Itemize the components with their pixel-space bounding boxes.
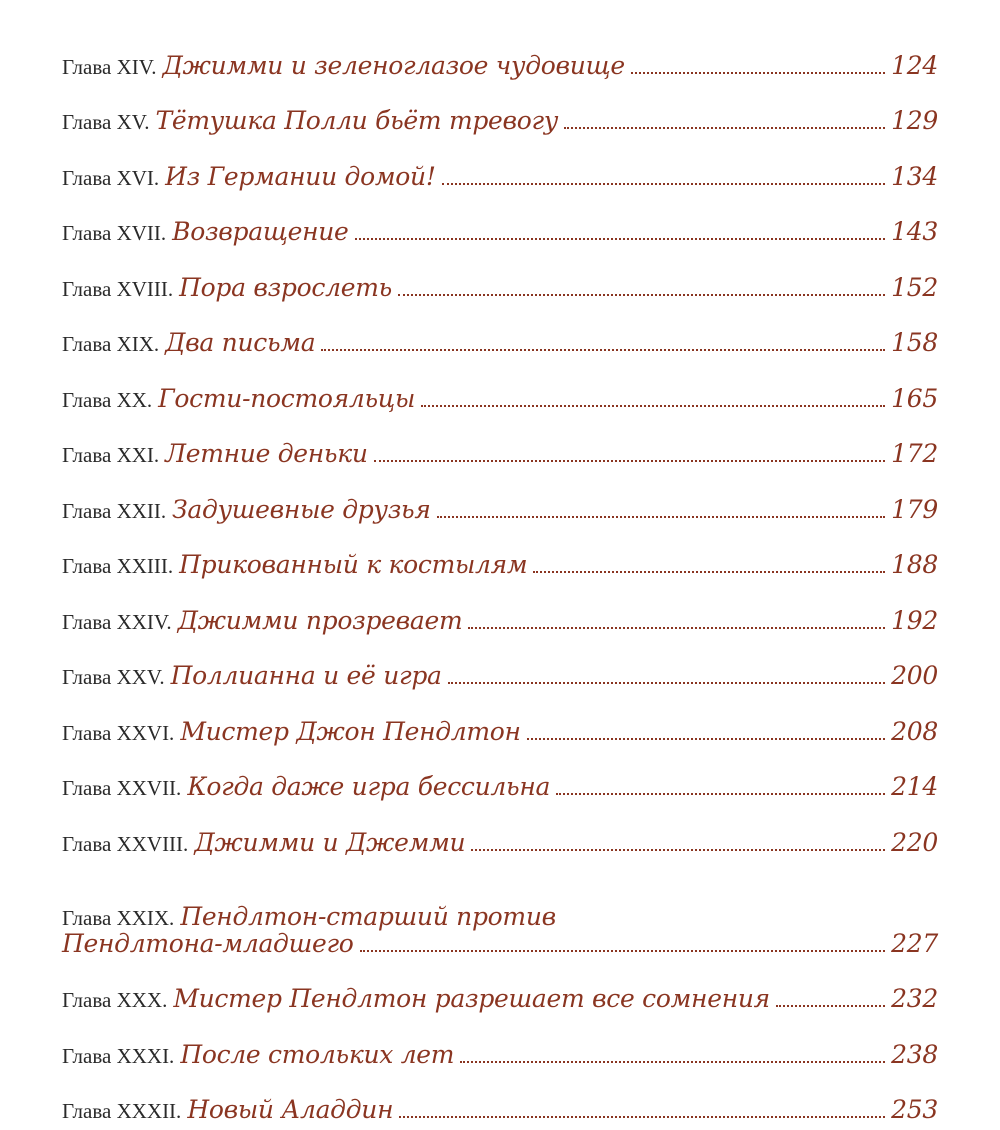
toc-entry bbox=[62, 863, 938, 964]
dot-leader bbox=[355, 238, 886, 240]
page-number: 238 bbox=[891, 1042, 938, 1067]
dot-leader bbox=[448, 682, 886, 684]
chapter-title: Прикованный к костылям bbox=[179, 552, 527, 577]
page-number: 227 bbox=[891, 931, 938, 956]
chapter-title: Гости-постояльцы bbox=[158, 386, 415, 411]
dot-leader bbox=[776, 1005, 885, 1007]
chapter-label: Глава XXVIII. bbox=[62, 834, 188, 855]
toc-entry bbox=[62, 363, 938, 419]
chapter-label: Глава XV. bbox=[62, 112, 149, 133]
chapter-label: Глава XXV. bbox=[62, 667, 165, 688]
table-of-contents bbox=[62, 30, 938, 1130]
dot-leader bbox=[360, 950, 886, 952]
toc-entry bbox=[62, 252, 938, 308]
page-number: 129 bbox=[891, 108, 938, 133]
page-number: 165 bbox=[891, 386, 938, 411]
page-number: 124 bbox=[891, 53, 938, 78]
dot-leader bbox=[321, 349, 885, 351]
chapter-title: Тётушка Полли бьёт тревогу bbox=[155, 108, 558, 133]
chapter-title: Два письма bbox=[165, 330, 315, 355]
chapter-title: Из Германии домой! bbox=[165, 164, 435, 189]
toc-entry bbox=[62, 807, 938, 863]
toc-entry bbox=[62, 585, 938, 641]
dot-leader bbox=[437, 516, 886, 518]
chapter-label: Глава XXXII. bbox=[62, 1101, 181, 1122]
chapter-label: Глава XVI. bbox=[62, 168, 159, 189]
chapter-title: Пора взрослеть bbox=[179, 275, 392, 300]
toc-entry bbox=[62, 752, 938, 808]
chapter-title: Новый Аладдин bbox=[187, 1097, 393, 1122]
chapter-label: Глава XXX. bbox=[62, 990, 167, 1011]
page-number: 134 bbox=[891, 164, 938, 189]
toc-entry bbox=[62, 1019, 938, 1075]
chapter-label: Глава XXXI. bbox=[62, 1046, 174, 1067]
page-number: 158 bbox=[891, 330, 938, 355]
chapter-title: Летние деньки bbox=[165, 441, 368, 466]
dot-leader bbox=[442, 183, 886, 185]
page-number: 179 bbox=[891, 497, 938, 522]
dot-leader bbox=[468, 627, 885, 629]
page-number: 188 bbox=[891, 552, 938, 577]
chapter-label: Глава XXII. bbox=[62, 501, 166, 522]
chapter-title: Когда даже игра бессильна bbox=[187, 774, 550, 799]
toc-entry bbox=[62, 308, 938, 364]
chapter-title: Джимми и зеленоглазое чудовище bbox=[162, 53, 624, 78]
page-number: 143 bbox=[891, 219, 938, 244]
dot-leader bbox=[631, 72, 885, 74]
page-number: 172 bbox=[891, 441, 938, 466]
chapter-title: Возвращение bbox=[172, 219, 348, 244]
toc-entry bbox=[62, 474, 938, 530]
chapter-label: Глава XXIX. bbox=[62, 908, 174, 929]
dot-leader bbox=[527, 738, 885, 740]
chapter-title: Джимми прозревает bbox=[178, 608, 463, 633]
chapter-label: Глава XXIV. bbox=[62, 612, 172, 633]
dot-leader bbox=[374, 460, 885, 462]
chapter-label: Глава XVII. bbox=[62, 223, 166, 244]
chapter-label: Глава XIX. bbox=[62, 334, 159, 355]
chapter-label: Глава XXI. bbox=[62, 445, 159, 466]
chapter-title: Задушевные друзья bbox=[172, 497, 430, 522]
chapter-label: Глава XVIII. bbox=[62, 279, 173, 300]
toc-entry bbox=[62, 141, 938, 197]
toc-entry bbox=[62, 641, 938, 697]
toc-entry bbox=[62, 197, 938, 253]
toc-entry bbox=[62, 1075, 938, 1130]
chapter-label: Глава XIV. bbox=[62, 57, 156, 78]
chapter-label: Глава XXVI. bbox=[62, 723, 174, 744]
chapter-label: Глава XXIII. bbox=[62, 556, 173, 577]
page-number: 208 bbox=[891, 719, 938, 744]
chapter-title: Мистер Джон Пендлтон bbox=[180, 719, 520, 744]
page-number: 232 bbox=[891, 986, 938, 1011]
dot-leader bbox=[556, 793, 885, 795]
toc-entry bbox=[62, 419, 938, 475]
toc-entry bbox=[62, 530, 938, 586]
chapter-label: Глава XX. bbox=[62, 390, 152, 411]
page-number: 253 bbox=[891, 1097, 938, 1122]
page-number: 192 bbox=[891, 608, 938, 633]
chapter-title: Джимми и Джемми bbox=[194, 830, 465, 855]
dot-leader bbox=[460, 1061, 885, 1063]
toc-entry bbox=[62, 696, 938, 752]
page-number: 214 bbox=[891, 774, 938, 799]
dot-leader bbox=[471, 849, 885, 851]
chapter-title: Мистер Пендлтон разрешает все сомнения bbox=[173, 986, 770, 1011]
chapter-title-continued: Пендлтона-младшего bbox=[62, 931, 354, 956]
chapter-title: После стольких лет bbox=[180, 1042, 454, 1067]
dot-leader bbox=[564, 127, 885, 129]
toc-entry bbox=[62, 86, 938, 142]
page-number: 200 bbox=[891, 663, 938, 688]
dot-leader bbox=[421, 405, 885, 407]
dot-leader bbox=[533, 571, 885, 573]
toc-entry bbox=[62, 30, 938, 86]
page-number: 220 bbox=[891, 830, 938, 855]
dot-leader bbox=[398, 294, 885, 296]
chapter-title: Пендлтон-старший против bbox=[180, 904, 556, 929]
toc-entry bbox=[62, 964, 938, 1020]
page-number: 152 bbox=[891, 275, 938, 300]
chapter-label: Глава XXVII. bbox=[62, 778, 181, 799]
chapter-title: Поллианна и её игра bbox=[171, 663, 442, 688]
dot-leader bbox=[399, 1116, 885, 1118]
